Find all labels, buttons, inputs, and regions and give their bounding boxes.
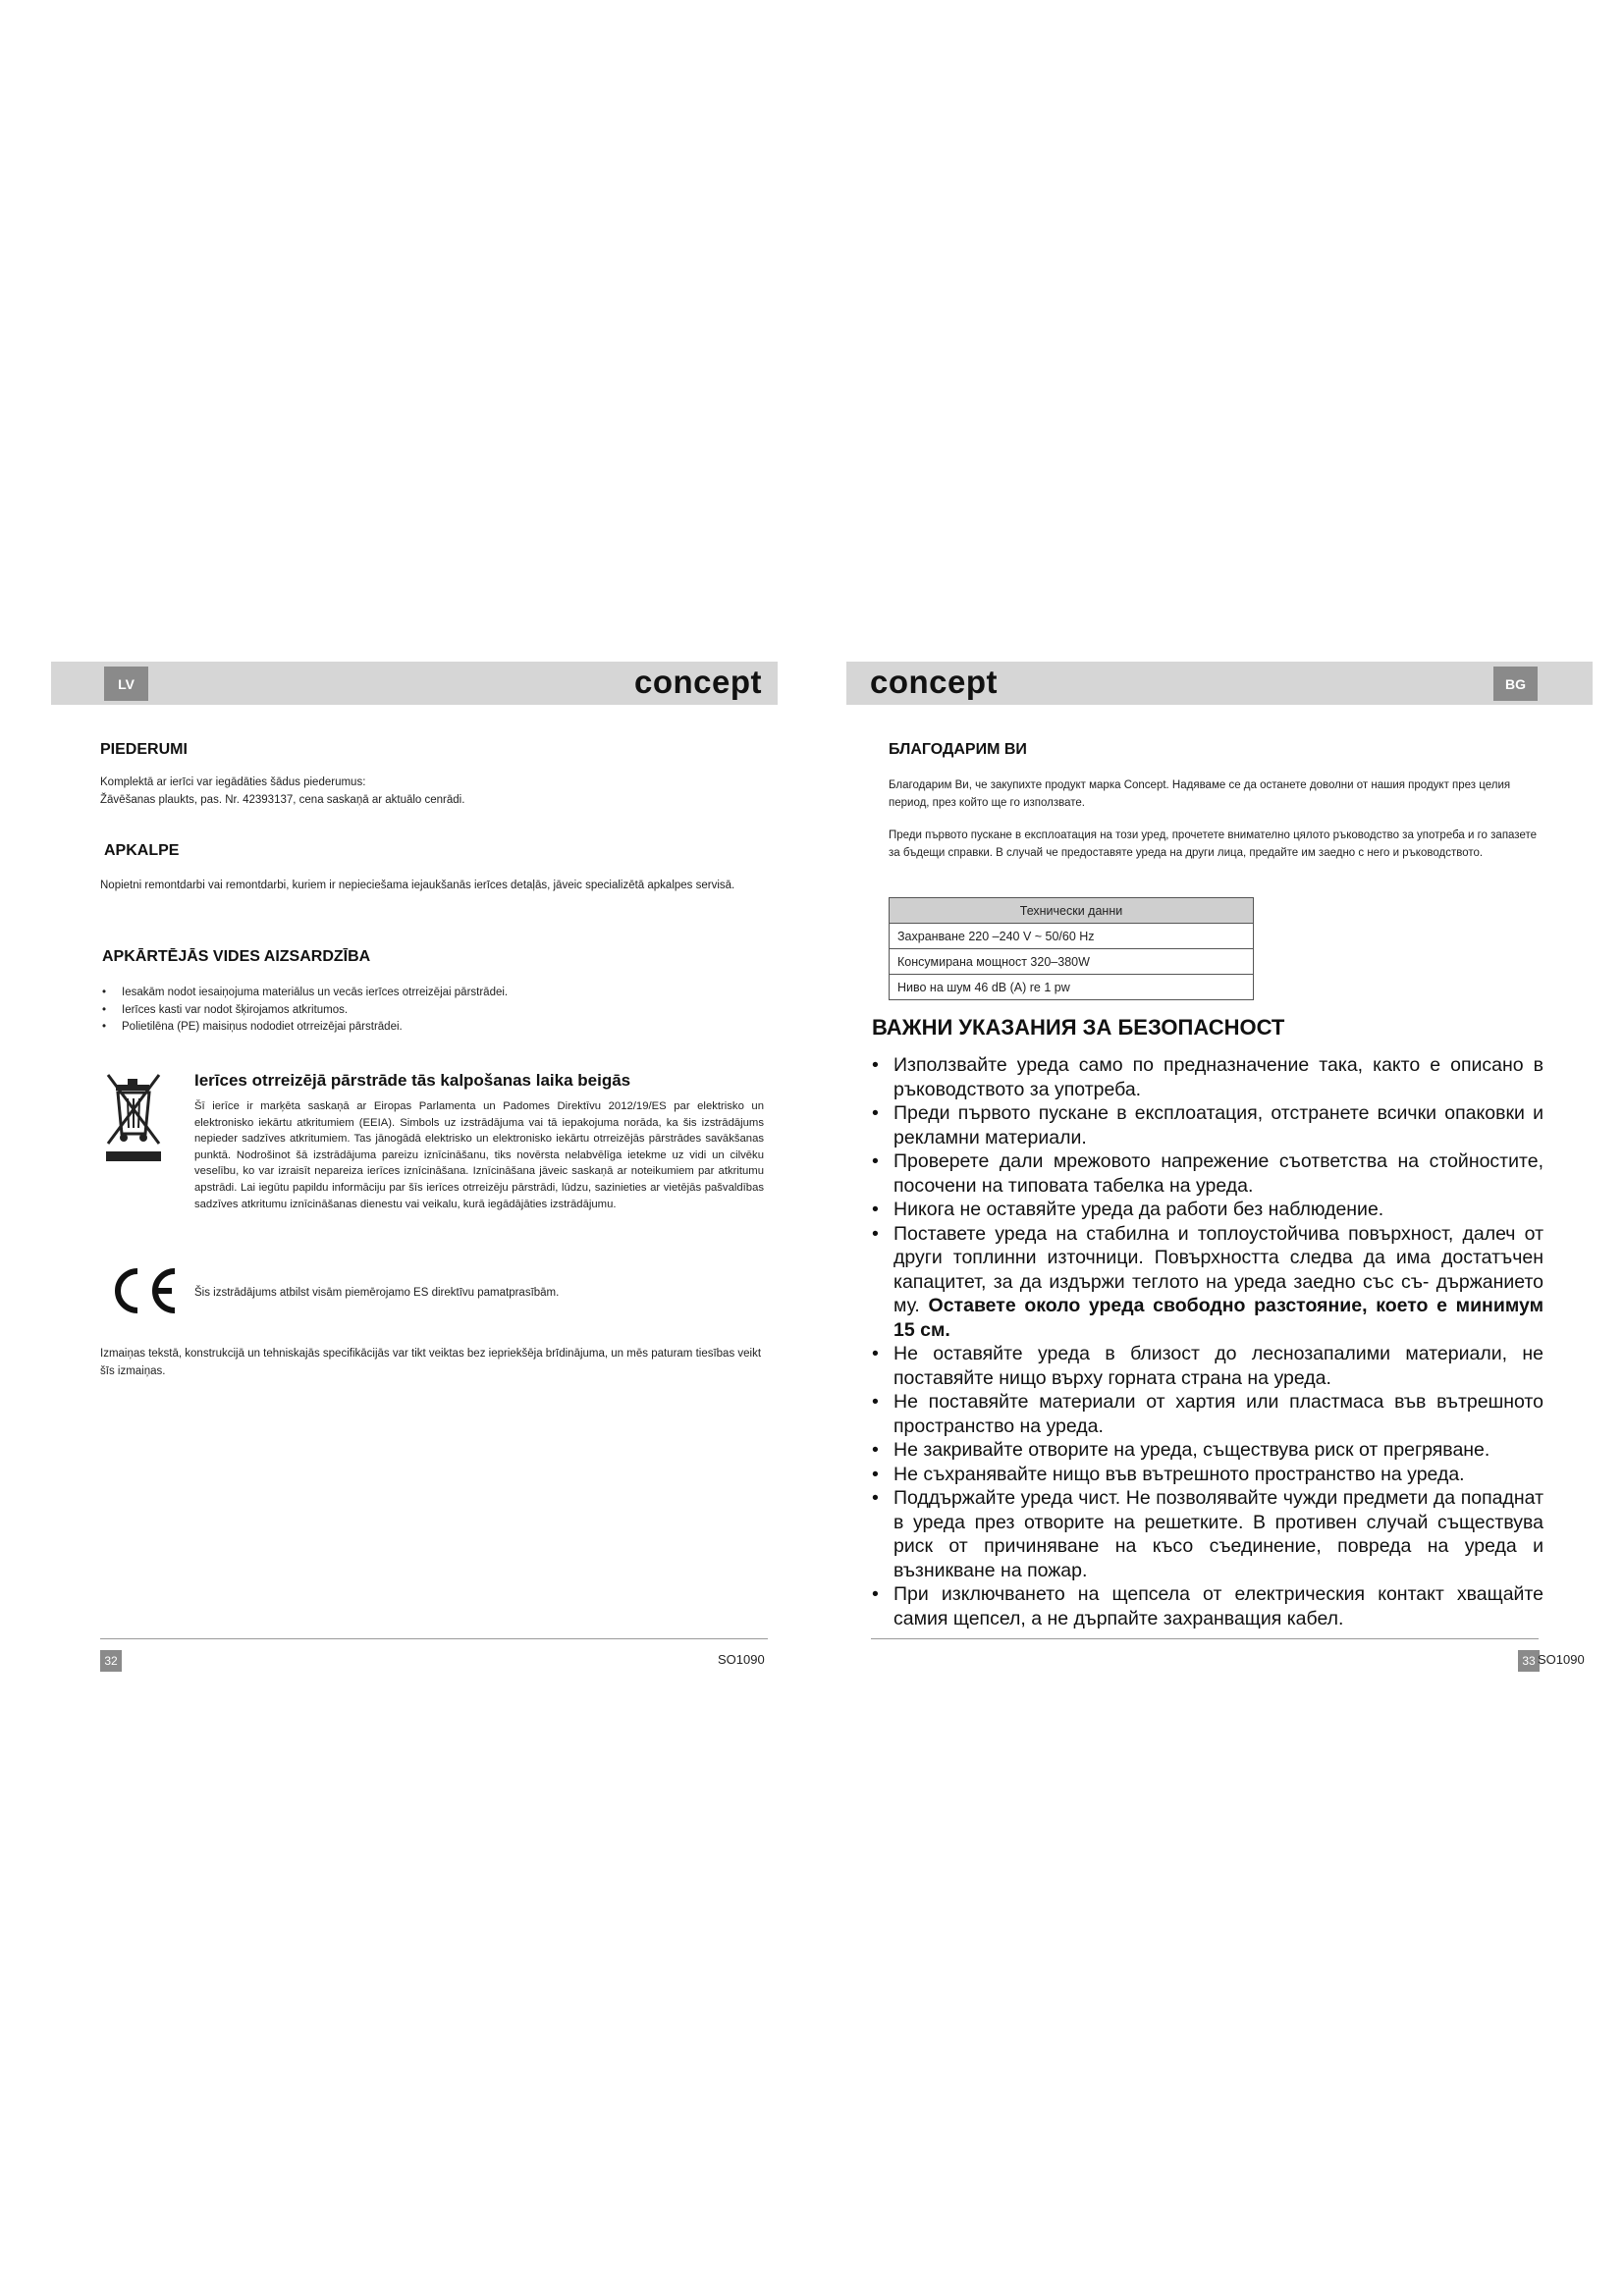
accessories-line-1: Komplektā ar ierīci var iegādāties šādus piederumus:	[100, 776, 366, 788]
list-item	[870, 1222, 1543, 1343]
list-item: • Ierīces kasti var nodot šķirojamos atkritumos.	[100, 1002, 768, 1020]
weee-bin-icon	[102, 1069, 165, 1163]
footer-rule-left	[100, 1638, 768, 1639]
safety-title: ВАЖНИ УКАЗАНИЯ ЗА БЕЗОПАСНОСТ	[872, 1015, 1285, 1040]
table-row: Захранване 220 –240 V ~ 50/60 Hz	[890, 924, 1254, 949]
changes-note: Izmaiņas tekstā, konstrukcijā un tehniskajās specifikācijās var tikt veiktas bez iepriekšēja brīdinājuma, un mēs paturam tiesības veikt šīs izmaiņas.	[100, 1348, 762, 1377]
brand-logo-left: concept	[634, 664, 763, 700]
section-title-thanks: БЛАГОДАРИМ ВИ	[889, 741, 1027, 758]
page-number-left: 32	[100, 1650, 122, 1672]
thanks-paragraph-1: Благодарим Ви, че закупихте продукт марка Concept. Надяваме се да останете доволни от нашия продукт през целия период, през който ще го използвате.	[889, 779, 1511, 809]
table-header: Технически данни	[890, 898, 1254, 924]
list-item: • Iesakām nodot iesaiņojuma materiālus un vecās ierīces otrreizējai pārstrādei.	[100, 985, 768, 1002]
technical-data-table	[889, 897, 1254, 1000]
weee-text: Šī ierīce ir marķēta saskaņā ar Eiropas Parlamenta un Padomes Direktīvu 2012/19/ES par elektrisko un elektronisko iekārtu atkritumiem (EEIA). Simbols uz izstrādājuma vai tā iepakojuma norāda, ka šis izstrādājums nepieder sadzīves atkritumiem. Tas jānogādā elektrisko un elektronisko iekārtu otrreizējās pārstrādes savākšanas punktā. Nodrošinot šā izstrādājuma pareizu iznīcināšanu, tiks novērsta nelabvēlīga ietekme uz vidi un cilvēku veselību, ko var izraisīt nepareiza ierīces iznīcināšana. Iznīcināšana jāveic saskaņā ar noteikumiem par atkritumu apstrādi. Lai iegūtu papildu informāciju par šīs ierīces otrreizēju pārstrādi, lūdzu, sazinieties ar vietējās pašvaldības sadzīves atkritumu iznīcināšanas dienestu vai veikalu, kurā iegādājāties izstrādājumu.	[194, 1100, 764, 1210]
table-row: Ниво на шум 46 dB (A) re 1 pw	[890, 975, 1254, 1000]
list-item: • Не закривайте отворите на уреда, съществува риск от прегряване.	[870, 1438, 1543, 1463]
list-item: • Не оставяйте уреда в близост до леснозапалими материали, не поставяйте нищо върху горната страна на уреда.	[870, 1342, 1543, 1390]
language-badge-bg: BG	[1493, 667, 1538, 701]
model-right: SO1090	[1538, 1652, 1585, 1667]
language-badge-lv: LV	[104, 667, 148, 701]
safety-list	[870, 1053, 1543, 1630]
list-item: • Преди първото пускане в експлоатация, отстранете всички опаковки и рекламни материали.	[870, 1101, 1543, 1149]
footer-rule-right	[871, 1638, 1539, 1639]
brand-logo-right: concept	[870, 664, 999, 700]
item-text: Поставете уреда на стабилна и топлоустойчива повърхност, далеч от други топлинни източници. Повърхността следва да има достатъчен капацитет, за да издържи теглото на уреда заедно със съ- държанието му.	[893, 1222, 1543, 1316]
ce-compliance-text: Šis izstrādājums atbilst visām piemērojamo ES direktīvu pamatprasībām.	[194, 1287, 560, 1299]
accessories-line-2: Žāvēšanas plaukts, pas. Nr. 42393137, cena saskaņā ar aktuālo cenrādi.	[100, 793, 465, 806]
list-item: • Използвайте уреда само по предназначение така, както е описано в ръководството за употреба.	[870, 1053, 1543, 1101]
page-number-right: 33	[1518, 1650, 1540, 1672]
table-row: Консумирана мощност 320–380W	[890, 949, 1254, 975]
accessories-text	[100, 774, 768, 809]
list-item: • Не поставяйте материали от хартия или пластмаса във вътрешното пространство на уреда.	[870, 1390, 1543, 1438]
environment-list	[100, 985, 768, 1037]
section-title-environment: APKĀRTĒJĀS VIDES AIZSARDZĪBA	[102, 948, 371, 965]
item-bold-text: Оставете около уреда свободно разстояние, което е минимум 15 см.	[893, 1295, 1544, 1341]
weee-title: Ierīces otrreizējā pārstrāde tās kalpošanas laika beigās	[194, 1071, 631, 1090]
ce-mark-icon	[105, 1266, 180, 1315]
list-item: • При изключването на щепсела от електрическия контакт хващайте самия щепсел, а не дърпайте захранващия кабел.	[870, 1582, 1543, 1630]
section-title-accessories: PIEDERUMI	[100, 741, 188, 758]
section-title-service: APKALPE	[104, 842, 180, 859]
list-item: • Проверете дали мрежовото напрежение съответства на стойностите, посочени на типовата табелка на уреда.	[870, 1149, 1543, 1198]
list-item: • Polietilēna (PE) maisiņus nododiet otrreizējai pārstrādei.	[100, 1019, 768, 1037]
list-item: • Поддържайте уреда чист. Не позволявайте чужди предмети да попаднат в уреда през отворите на решетките. В противен случай съществува риск от причиняване на късо съединение, повреда на уреда и възникване на пожар.	[870, 1486, 1543, 1582]
thanks-paragraph-2: Преди първото пускане в експлоатация на този уред, прочетете внимателно цялото ръководство за употреба и го запазете за бъдещи справки. В случай че предоставяте уреда на други лица, предайте им заедно с него и ръководството.	[889, 829, 1538, 859]
service-text: Nopietni remontdarbi vai remontdarbi, kuriem ir nepieciešama iejaukšanās ierīces detaļās, jāveic specializētā apkalpes servisā.	[100, 880, 735, 891]
model-left: SO1090	[718, 1652, 765, 1667]
list-item: • Никога не оставяйте уреда да работи без наблюдение.	[870, 1198, 1543, 1222]
list-item: • Не съхранявайте нищо във вътрешното пространство на уреда.	[870, 1463, 1543, 1487]
